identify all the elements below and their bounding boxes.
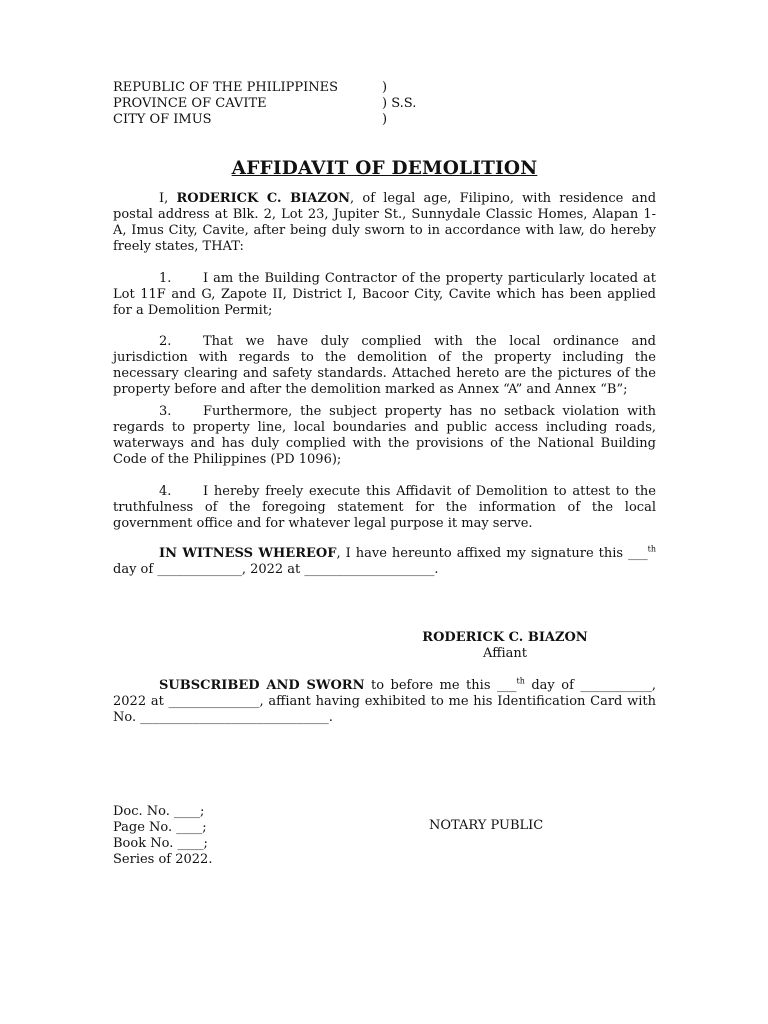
venue-bracket-3: ) [382,112,388,127]
item-1 [113,271,656,319]
venue-city: CITY OF IMUS [113,112,212,127]
intro-paragraph [113,191,656,255]
item-1-number: 1. [159,271,172,286]
page-no: Page No. ____; [113,820,207,835]
jurat-paragraph [113,678,656,726]
signature-block [415,630,595,662]
intro-text: , of legal age, Filipino, with residence and postal address at Blk. 2, Lot 23, Jupiter St., Sunnydale Classic Homes, Alapan 1-A, Imus City, Cavite, after being duly sworn to in accordance with law, do hereby freely states, THAT: [113,191,657,254]
affiant-role: Affiant [483,646,527,661]
jurat-text-2: day of ___________, 2022 at ______________, affiant having exhibited to me his Identification Card with No. _____________________________. [113,678,656,725]
venue-row-republic [113,80,656,96]
item-4-number: 4. [159,484,172,499]
series: Series of 2022. [113,852,213,867]
item-4-text: I hereby freely execute this Affidavit of Demolition to attest to the truthfulness of the foregoing statement for the information of the local government office and for whatever legal purpose it may serve. [113,484,656,531]
venue-province: PROVINCE OF CAVITE [113,96,267,111]
document-title: AFFIDAVIT OF DEMOLITION [231,158,538,179]
venue-row-province [113,96,656,112]
item-2-number: 2. [159,334,172,349]
item-3-text: Furthermore, the subject property has no setback violation with regards to property line, local boundaries and public access including roads, waterways and has duly complied with the provisions of the National Building Code of the Philippines (PD 1096); [113,404,656,467]
witness-paragraph [113,546,656,578]
item-3 [113,404,656,468]
affiant-name: RODERICK C. BIAZON [422,630,588,645]
jurat-sup: th [516,676,525,686]
notary-block [113,804,656,868]
venue-republic: REPUBLIC OF THE PHILIPPINES [113,80,338,95]
jurat-text-1: to before me this ___ [364,678,517,693]
witness-text-2: day of _____________, 2022 at ____________________. [113,562,439,577]
item-4 [113,484,656,532]
book-no: Book No. ____; [113,836,208,851]
witness-text-1: , I have hereunto affixed my signature this ___ [336,546,648,561]
venue-row-city [113,112,656,128]
doc-no: Doc. No. ____; [113,804,205,819]
intro-pre: I, [159,191,177,206]
venue-block [113,80,656,128]
signature-area [113,578,656,670]
item-2 [113,334,656,398]
witness-lead: IN WITNESS WHEREOF [159,546,337,561]
item-2-text: That we have duly complied with the local ordinance and jurisdiction with regards to the demolition of the property including the necessary clearing and safety standards. Attached hereto are the pictures of the property before and after the demolition marked as Annex “A” and Annex “B”; [113,334,656,397]
affidavit-document [113,80,656,868]
item-3-number: 3. [159,404,172,419]
witness-sup: th [647,544,656,554]
notary-public-label: NOTARY PUBLIC [429,818,544,833]
item-1-text: I am the Building Contractor of the property particularly located at Lot 11F and G, Zapote II, District I, Bacoor City, Cavite which has been applied for a Demolition Permit; [113,271,656,318]
jurat-lead: SUBSCRIBED AND SWORN [159,678,365,693]
affiant-name-intro: RODERICK C. BIAZON [176,191,351,206]
venue-bracket-1: ) [382,80,388,95]
venue-ss: ) S.S. [382,96,417,111]
